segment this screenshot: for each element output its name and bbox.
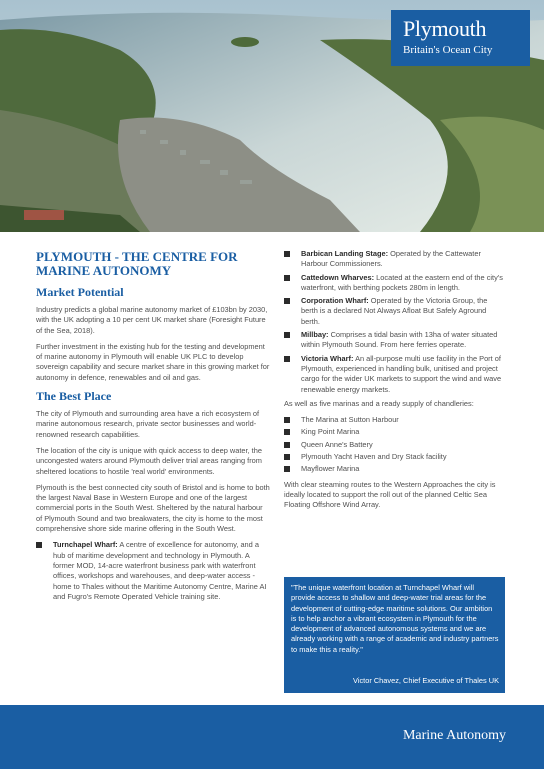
list-item (284, 427, 506, 437)
closing-paragraph: With clear steaming routes to the Western Approaches the city is ideally located to support the roll out of the planned Celtic Sea Floating Offshore Wind Array. (284, 479, 496, 510)
marina-name: King Point Marina (301, 427, 360, 437)
bullet-icon (284, 417, 290, 423)
bullet-icon (284, 298, 290, 304)
market-paragraph-2: Further investment in the existing hub for the testing and development of marine autonomy in Plymouth will enable UK PLC to develop sovereign capability and secure market share in this growing market for autonomy in defence, renewables and oil and gas. (36, 341, 270, 382)
footer-band (0, 705, 544, 769)
list-item (284, 354, 506, 395)
logo-subtitle: Britain's Ocean City (403, 44, 493, 56)
list-item (36, 540, 270, 602)
quote-attribution: Victor Chavez, Chief Executive of Thales UK (353, 676, 499, 685)
right-column (284, 249, 506, 517)
turnchapel-list (36, 540, 270, 602)
wharves-list (284, 249, 506, 395)
list-item (284, 273, 506, 294)
marina-name: Queen Anne's Battery (301, 439, 373, 449)
wharf-name: Millbay: (301, 330, 329, 340)
list-item (284, 415, 506, 425)
hero-aerial-photo (0, 0, 544, 232)
list-item (284, 330, 506, 351)
plymouth-logo (391, 10, 530, 66)
bullet-icon (284, 275, 290, 281)
bullet-icon (284, 466, 290, 472)
page-heading: PLYMOUTH - THE CENTRE FOR MARINE AUTONOMY (36, 249, 238, 278)
wharf-name: Corporation Wharf: (301, 296, 369, 306)
marina-name: The Marina at Sutton Harbour (301, 415, 399, 425)
quote-box (284, 577, 505, 693)
wharf-description: An all-purpose multi use facility in the Port of Plymouth, experienced in handling bulk, unitised and project cargo for the wider UK markets to support the wind and wave renewable energy markets. (301, 353, 502, 394)
bullet-icon (284, 454, 290, 460)
marinas-list (284, 415, 506, 474)
wharf-description: Operated by the Cattewater Harbour Commissioners. (301, 249, 481, 269)
bullet-icon (284, 251, 290, 257)
place-paragraph-3: Plymouth is the best connected city south of Bristol and is home to both the largest Naval Base in Western Europe and one of the largest commercial ports in the South West. Sheltered by the natural harbour of Plymouth Sound and two breakwaters, the city is home to the most comprehensive shore side marine offering in the South West. (36, 482, 270, 534)
wharf-description: A centre of excellence for autonomy, and a hub of maritime development and technology in Plymouth. A former MOD, 14-acre waterfront business park with waterfront offices, workshops and warehouses, and deep-water access - home to Thales without the Maritime Autonomy Centre, Marine AI and Fugro's Remote Operated Vehicle training site. (53, 540, 267, 601)
place-paragraph-1: The city of Plymouth and surrounding area have a rich ecosystem of marine autonomous research, private sector businesses and world-renowned research capabilities. (36, 409, 260, 439)
bullet-icon (284, 442, 290, 448)
list-item (284, 464, 506, 474)
list-item (284, 440, 506, 450)
marinas-intro: As well as five marinas and a ready supply of chandleries: (284, 398, 474, 408)
market-potential-heading: Market Potential (36, 285, 124, 299)
logo-title: Plymouth (403, 16, 487, 41)
bullet-icon (284, 356, 290, 362)
bullet-icon (284, 332, 290, 338)
marina-name: Mayflower Marina (301, 464, 360, 474)
wharf-name: Turnchapel Wharf: (53, 540, 118, 550)
wharf-description: Comprises a tidal basin with 13ha of water situated within Plymouth Sound. From here ferries operate. (301, 330, 498, 350)
wharf-name: Victoria Wharf: (301, 353, 354, 363)
wharf-description: Located at the eastern end of the city's waterfront, with berthing pockets 280m in length. (301, 272, 503, 292)
market-paragraph-1: Industry predicts a global marine autonomy market of £103bn by 2030, with the UK adopting a 10 per cent UK market share (Foresight Future of the Sea, 2018). (36, 305, 268, 335)
marina-name: Plymouth Yacht Haven and Dry Stack facility (301, 452, 447, 462)
bullet-icon (284, 429, 290, 435)
quote-text: "The unique waterfront location at Turnchapel Wharf will provide access to shallow and deep-water trial areas for the development of cutting-edge maritime solutions. Our ambition is to help anchor a vibrant ecosystem in Plymouth for the development of advanced autonomous systems and we are already working with a range of academic and industry partners to make this a reality." (291, 583, 499, 654)
wharf-name: Barbican Landing Stage: (301, 249, 389, 258)
place-paragraph-2: The location of the city is unique with quick access to deep water, the uncongested waters around Plymouth deliver trial areas ranging from sheltered locations to hostile 'real world' environments. (36, 445, 262, 476)
list-item (284, 249, 506, 270)
footer-title: Marine Autonomy (402, 728, 506, 743)
list-item (284, 296, 506, 327)
wharf-description: Operated by the Victoria Group, the berth is a declared Not Always Afloat But Safely Aground berth. (301, 296, 488, 326)
bullet-icon (36, 542, 42, 548)
best-place-heading: The Best Place (36, 389, 112, 404)
left-column (36, 250, 270, 606)
wharf-name: Cattedown Wharves: (301, 272, 375, 282)
list-item (284, 452, 506, 462)
